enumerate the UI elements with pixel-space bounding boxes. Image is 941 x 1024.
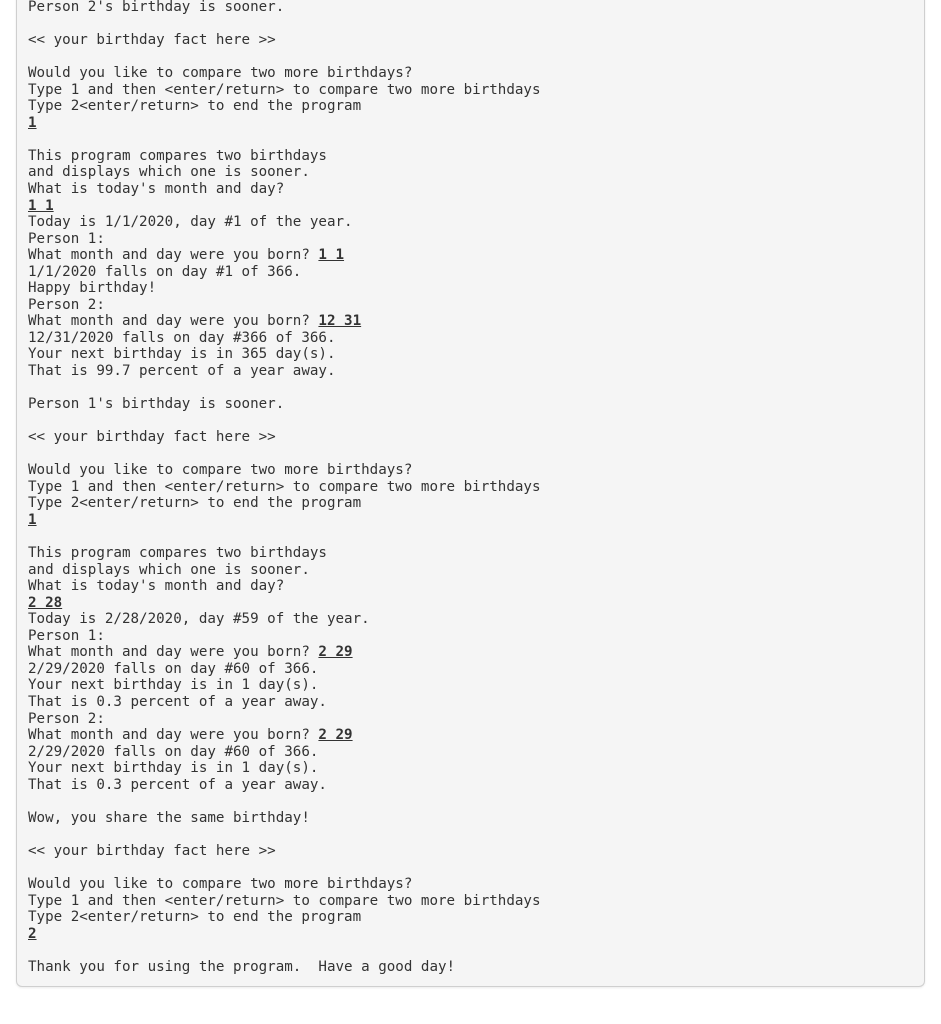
console-line: [28, 677, 541, 694]
console-line: [28, 578, 541, 595]
console-line: [28, 859, 541, 876]
console-line: [28, 529, 541, 546]
console-line: [28, 214, 541, 231]
console-line: [28, 363, 541, 380]
console-line-text: Your next birthday is in 1 day(s).: [28, 760, 319, 777]
console-line: [28, 264, 541, 281]
console-input-line: [28, 247, 541, 264]
console-line: [28, 346, 541, 363]
console-line: [28, 32, 541, 49]
console-line: [28, 959, 541, 976]
console-line-text: and displays which one is sooner.: [28, 164, 310, 181]
console-line-text: Would you like to compare two more birthdays?: [28, 65, 413, 82]
console-line: [28, 181, 541, 198]
console-line: [28, 909, 541, 926]
console-line-text: What month and day were you born?: [28, 644, 319, 661]
console-line: [28, 661, 541, 678]
console-line-text: What month and day were you born?: [28, 313, 319, 330]
console-line: [28, 495, 541, 512]
console-line: [28, 446, 541, 463]
console-line-text: Type 2<enter/return> to end the program: [28, 98, 362, 115]
console-line: [28, 380, 541, 397]
console-line-text: << your birthday fact here >>: [28, 842, 276, 859]
console-input-line: [28, 198, 541, 215]
console-line: [28, 330, 541, 347]
user-input: 12 31: [318, 313, 362, 330]
console-line-text: << your birthday fact here >>: [28, 32, 276, 49]
console-line: [28, 164, 541, 181]
console-line: [28, 98, 541, 115]
console-line: [28, 545, 541, 562]
console-line-text: << your birthday fact here >>: [28, 429, 276, 446]
console-line: [28, 462, 541, 479]
console-line-text: Today is 1/1/2020, day #1 of the year.: [28, 214, 353, 231]
console-input-line: [28, 926, 541, 943]
console-line: [28, 82, 541, 99]
console-line-text: Today is 2/28/2020, day #59 of the year.: [28, 611, 370, 628]
console-input-line: [28, 595, 541, 612]
console-line-text: Your next birthday is in 365 day(s).: [28, 346, 336, 363]
console-line: [28, 826, 541, 843]
console-line: [28, 760, 541, 777]
console-line: [28, 744, 541, 761]
console-line-text: Person 1:: [28, 230, 105, 247]
user-input: 1: [28, 114, 37, 131]
console-line-text: Person 2's birthday is sooner.: [28, 0, 285, 15]
console-line: [28, 843, 541, 860]
console-input-line: [28, 644, 541, 661]
console-line: [28, 231, 541, 248]
console-line-text: Person 2:: [28, 296, 105, 313]
console-line-text: Your next birthday is in 1 day(s).: [28, 677, 319, 694]
console-line: [28, 396, 541, 413]
console-line-text: Type 1 and then <enter/return> to compare two more birthdays: [28, 892, 541, 909]
user-input: 2 28: [28, 594, 63, 611]
user-input: 2: [28, 925, 37, 942]
console-line: [28, 694, 541, 711]
console-line: [28, 413, 541, 430]
console-line: [28, 131, 541, 148]
console-line: [28, 16, 541, 33]
console-line-text: 12/31/2020 falls on day #366 of 366.: [28, 329, 336, 346]
console-line: [28, 49, 541, 66]
console-line-text: Person 1:: [28, 627, 105, 644]
console-input-line: [28, 313, 541, 330]
console-line: [28, 0, 541, 16]
console-line-text: What is today's month and day?: [28, 181, 285, 198]
console-line: [28, 611, 541, 628]
console-input-line: [28, 115, 541, 132]
console-line: [28, 793, 541, 810]
user-input: 2 29: [318, 727, 353, 744]
console-line-text: Happy birthday!: [28, 280, 157, 297]
console-line-text: This program compares two birthdays: [28, 147, 327, 164]
console-line: [28, 297, 541, 314]
console-line-text: Thank you for using the program. Have a good day!: [28, 958, 456, 975]
console-line-text: That is 99.7 percent of a year away.: [28, 363, 336, 380]
console-line-text: That is 0.3 percent of a year away.: [28, 693, 327, 710]
console-line: [28, 942, 541, 959]
console-line: [28, 777, 541, 794]
console-line: [28, 429, 541, 446]
console-line: [28, 479, 541, 496]
console-line: [28, 876, 541, 893]
console-line-text: 1/1/2020 falls on day #1 of 366.: [28, 263, 302, 280]
console-output-text: [28, 0, 541, 975]
console-line: [28, 711, 541, 728]
console-line-text: What month and day were you born?: [28, 247, 319, 264]
console-input-line: [28, 512, 541, 529]
console-line: [28, 562, 541, 579]
console-line-text: Type 1 and then <enter/return> to compare two more birthdays: [28, 478, 541, 495]
console-line: [28, 893, 541, 910]
console-line-text: Person 1's birthday is sooner.: [28, 396, 285, 413]
console-line-text: Type 1 and then <enter/return> to compare two more birthdays: [28, 81, 541, 98]
console-line-text: What month and day were you born?: [28, 727, 319, 744]
console-line: [28, 810, 541, 827]
user-input: 1: [28, 511, 37, 528]
console-line-text: Person 2:: [28, 710, 105, 727]
console-output-panel[interactable]: [16, 0, 925, 987]
user-input: 1 1: [28, 197, 54, 214]
console-line-text: What is today's month and day?: [28, 578, 285, 595]
console-line-text: This program compares two birthdays: [28, 545, 327, 562]
console-line: [28, 148, 541, 165]
console-line-text: Would you like to compare two more birthdays?: [28, 462, 413, 479]
console-line: [28, 65, 541, 82]
console-input-line: [28, 727, 541, 744]
console-line-text: Would you like to compare two more birthdays?: [28, 875, 413, 892]
console-line-text: Type 2<enter/return> to end the program: [28, 909, 362, 926]
console-line-text: and displays which one is sooner.: [28, 561, 310, 578]
console-line-text: 2/29/2020 falls on day #60 of 366.: [28, 743, 319, 760]
user-input: 2 29: [318, 644, 353, 661]
console-line: [28, 280, 541, 297]
console-line-text: 2/29/2020 falls on day #60 of 366.: [28, 660, 319, 677]
console-line-text: Type 2<enter/return> to end the program: [28, 495, 362, 512]
console-line-text: Wow, you share the same birthday!: [28, 809, 310, 826]
console-line-text: That is 0.3 percent of a year away.: [28, 776, 327, 793]
user-input: 1 1: [318, 247, 345, 264]
console-line: [28, 628, 541, 645]
